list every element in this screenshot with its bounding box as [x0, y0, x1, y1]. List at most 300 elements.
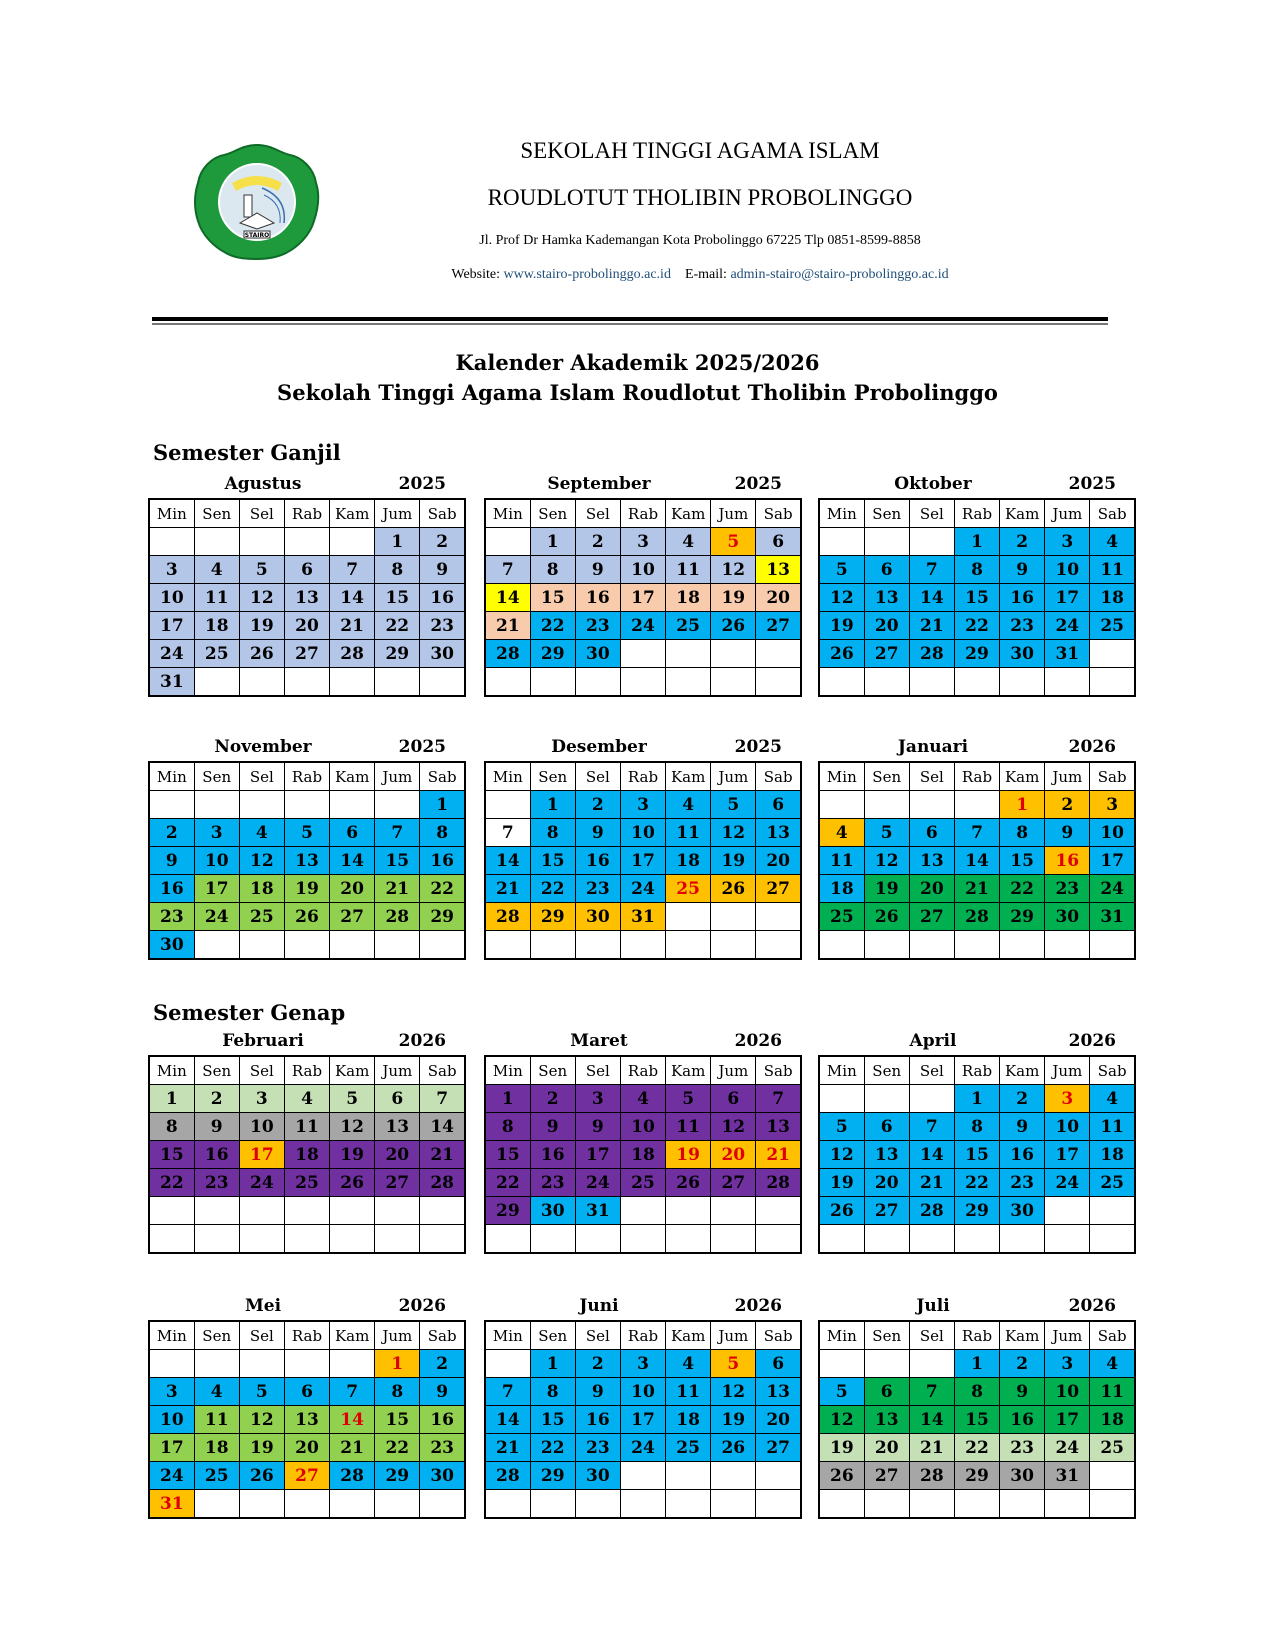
- day-cell: 4: [194, 556, 239, 584]
- day-cell: 4: [819, 819, 864, 847]
- day-cell: 25: [666, 612, 711, 640]
- day-cell: 30: [1000, 1197, 1045, 1225]
- weekday-header: Sel: [909, 762, 954, 791]
- website-label: Website:: [451, 267, 500, 282]
- day-cell: 14: [330, 847, 375, 875]
- day-cell: 20: [756, 847, 801, 875]
- month-year: 2025: [398, 474, 446, 494]
- empty-day-cell: [1090, 640, 1135, 668]
- empty-day-cell: [756, 1225, 801, 1254]
- day-cell: 3: [620, 791, 665, 819]
- day-cell: 15: [954, 1406, 999, 1434]
- empty-day-cell: [284, 1225, 329, 1254]
- empty-day-cell: [284, 931, 329, 960]
- day-cell: 25: [284, 1169, 329, 1197]
- day-cell: 23: [194, 1169, 239, 1197]
- month-name: Agustus: [224, 474, 302, 494]
- day-cell: 30: [420, 1462, 465, 1490]
- month-year: 2026: [1068, 1296, 1116, 1316]
- week-row: [485, 1197, 801, 1225]
- day-cell: 1: [954, 1085, 999, 1113]
- day-cell: 20: [864, 1169, 909, 1197]
- weekday-header: Rab: [284, 1321, 329, 1350]
- week-row: [819, 931, 1135, 960]
- day-cell: 18: [1090, 584, 1135, 612]
- empty-day-cell: [756, 903, 801, 931]
- day-cell: 21: [909, 1169, 954, 1197]
- day-cell: 25: [194, 1462, 239, 1490]
- day-cell: 22: [420, 875, 465, 903]
- day-cell: 18: [666, 1406, 711, 1434]
- month-calendar-juni: [484, 1294, 802, 1519]
- day-cell: 30: [575, 1462, 620, 1490]
- day-cell: 21: [909, 1434, 954, 1462]
- day-cell: 6: [284, 1378, 329, 1406]
- weekday-header: Sen: [864, 499, 909, 528]
- empty-day-cell: [194, 1350, 239, 1378]
- weekday-header: Sab: [756, 499, 801, 528]
- weekday-header: Jum: [375, 1056, 420, 1085]
- weekday-header: Sab: [420, 1321, 465, 1350]
- week-row: [485, 584, 801, 612]
- week-row: [149, 1197, 465, 1225]
- weekday-header: Rab: [954, 1056, 999, 1085]
- day-cell: 16: [1000, 584, 1045, 612]
- day-cell: 29: [1000, 903, 1045, 931]
- day-cell: 29: [530, 640, 575, 668]
- day-cell: 15: [1000, 847, 1045, 875]
- day-cell: 13: [756, 819, 801, 847]
- day-cell: 10: [620, 1378, 665, 1406]
- empty-day-cell: [711, 1197, 756, 1225]
- day-cell: 12: [239, 1406, 284, 1434]
- day-cell: 27: [756, 875, 801, 903]
- day-cell: 28: [420, 1169, 465, 1197]
- week-row: [819, 1169, 1135, 1197]
- month-name: Mei: [244, 1296, 282, 1316]
- week-row: [149, 1113, 465, 1141]
- day-cell: 4: [194, 1378, 239, 1406]
- weekday-header-row: [485, 762, 801, 791]
- day-cell: 27: [711, 1169, 756, 1197]
- day-cell: 12: [711, 1113, 756, 1141]
- week-row: [149, 1350, 465, 1378]
- empty-day-cell: [284, 1197, 329, 1225]
- week-row: [819, 1141, 1135, 1169]
- day-cell: 7: [330, 1378, 375, 1406]
- empty-day-cell: [666, 1197, 711, 1225]
- day-cell: 5: [284, 819, 329, 847]
- day-cell: 9: [420, 556, 465, 584]
- empty-day-cell: [485, 528, 530, 556]
- day-cell: 13: [375, 1113, 420, 1141]
- week-row: [485, 528, 801, 556]
- day-cell: 2: [149, 819, 194, 847]
- day-cell: 3: [1045, 528, 1090, 556]
- week-row: [149, 875, 465, 903]
- day-cell: 21: [330, 1434, 375, 1462]
- weekday-header: Kam: [1000, 1056, 1045, 1085]
- day-cell: 26: [239, 1462, 284, 1490]
- day-cell: 21: [756, 1141, 801, 1169]
- day-cell: 23: [1000, 1434, 1045, 1462]
- month-header: [484, 472, 802, 498]
- weekday-header: Rab: [284, 499, 329, 528]
- week-row: [149, 847, 465, 875]
- day-cell: 2: [420, 528, 465, 556]
- weekday-header: Jum: [1045, 1321, 1090, 1350]
- empty-day-cell: [530, 931, 575, 960]
- day-cell: 22: [485, 1169, 530, 1197]
- empty-day-cell: [756, 640, 801, 668]
- weekday-header: Rab: [620, 762, 665, 791]
- day-cell: 15: [954, 584, 999, 612]
- week-row: [819, 584, 1135, 612]
- day-cell: 5: [239, 1378, 284, 1406]
- day-cell: 8: [530, 556, 575, 584]
- empty-day-cell: [284, 1350, 329, 1378]
- day-cell: 14: [330, 1406, 375, 1434]
- day-cell: 22: [530, 875, 575, 903]
- email-link[interactable]: admin-stairo@stairo-probolinggo.ac.id: [730, 267, 949, 282]
- week-row: [485, 1113, 801, 1141]
- empty-day-cell: [756, 1197, 801, 1225]
- week-row: [819, 1434, 1135, 1462]
- empty-day-cell: [239, 1197, 284, 1225]
- week-row: [485, 819, 801, 847]
- empty-day-cell: [819, 528, 864, 556]
- weekday-header: Sen: [194, 1321, 239, 1350]
- empty-day-cell: [330, 791, 375, 819]
- day-cell: 11: [1090, 1113, 1135, 1141]
- empty-day-cell: [620, 1225, 665, 1254]
- weekday-header: Min: [485, 762, 530, 791]
- empty-day-cell: [819, 668, 864, 697]
- day-cell: 18: [666, 584, 711, 612]
- weekday-header: Min: [485, 1321, 530, 1350]
- day-cell: 17: [1045, 1406, 1090, 1434]
- day-cell: 25: [194, 640, 239, 668]
- weekday-header: Kam: [666, 1056, 711, 1085]
- week-row: [149, 528, 465, 556]
- empty-day-cell: [1045, 931, 1090, 960]
- day-cell: 17: [239, 1141, 284, 1169]
- weekday-header: Sab: [420, 499, 465, 528]
- day-cell: 24: [149, 640, 194, 668]
- day-cell: 25: [620, 1169, 665, 1197]
- weekday-header: Rab: [620, 1321, 665, 1350]
- day-cell: 17: [194, 875, 239, 903]
- day-cell: 9: [575, 1378, 620, 1406]
- day-cell: 15: [954, 1141, 999, 1169]
- empty-day-cell: [711, 640, 756, 668]
- day-cell: 13: [756, 1378, 801, 1406]
- week-row: [485, 556, 801, 584]
- day-cell: 16: [530, 1141, 575, 1169]
- weekday-header: Sel: [239, 1056, 284, 1085]
- weekday-header: Sab: [1090, 499, 1135, 528]
- day-cell: 31: [149, 668, 194, 697]
- day-cell: 26: [711, 875, 756, 903]
- empty-day-cell: [420, 1490, 465, 1519]
- day-cell: 5: [666, 1085, 711, 1113]
- email-label: E-mail:: [684, 267, 727, 282]
- day-cell: 4: [666, 1350, 711, 1378]
- weekday-header: Sen: [194, 1056, 239, 1085]
- weekday-header: Jum: [711, 1056, 756, 1085]
- day-cell: 24: [620, 612, 665, 640]
- day-cell: 12: [239, 584, 284, 612]
- empty-day-cell: [711, 931, 756, 960]
- day-cell: 3: [620, 1350, 665, 1378]
- day-cell: 8: [1000, 819, 1045, 847]
- weekday-header: Min: [485, 1056, 530, 1085]
- empty-day-cell: [284, 528, 329, 556]
- week-row: [485, 1350, 801, 1378]
- day-cell: 18: [284, 1141, 329, 1169]
- empty-day-cell: [1045, 1490, 1090, 1519]
- empty-day-cell: [194, 528, 239, 556]
- day-cell: 22: [954, 1434, 999, 1462]
- day-cell: 22: [1000, 875, 1045, 903]
- weekday-header: Jum: [711, 762, 756, 791]
- empty-day-cell: [149, 1350, 194, 1378]
- month-header: [148, 735, 466, 761]
- day-cell: 31: [575, 1197, 620, 1225]
- weekday-header: Sen: [194, 762, 239, 791]
- day-cell: 9: [1045, 819, 1090, 847]
- day-cell: 17: [620, 847, 665, 875]
- empty-day-cell: [1000, 668, 1045, 697]
- day-cell: 3: [149, 1378, 194, 1406]
- day-cell: 22: [530, 1434, 575, 1462]
- empty-day-cell: [864, 791, 909, 819]
- week-row: [819, 819, 1135, 847]
- weekday-header: Sel: [575, 1056, 620, 1085]
- weekday-header: Rab: [284, 762, 329, 791]
- empty-day-cell: [909, 528, 954, 556]
- day-cell: 9: [149, 847, 194, 875]
- day-cell: 1: [530, 791, 575, 819]
- day-cell: 20: [284, 1434, 329, 1462]
- week-row: [149, 640, 465, 668]
- day-cell: 20: [909, 875, 954, 903]
- day-cell: 15: [149, 1141, 194, 1169]
- day-cell: 31: [1090, 903, 1135, 931]
- empty-day-cell: [666, 903, 711, 931]
- weekday-header: Sab: [756, 1056, 801, 1085]
- month-table: [148, 1320, 466, 1519]
- weekday-header-row: [485, 1321, 801, 1350]
- day-cell: 19: [239, 612, 284, 640]
- empty-day-cell: [711, 903, 756, 931]
- week-row: [819, 1225, 1135, 1254]
- day-cell: 21: [420, 1141, 465, 1169]
- empty-day-cell: [284, 668, 329, 697]
- day-cell: 12: [819, 1406, 864, 1434]
- day-cell: 17: [149, 612, 194, 640]
- day-cell: 9: [575, 1113, 620, 1141]
- day-cell: 23: [530, 1169, 575, 1197]
- week-row: [819, 612, 1135, 640]
- week-row: [485, 1434, 801, 1462]
- day-cell: 11: [819, 847, 864, 875]
- month-header: [818, 1294, 1136, 1320]
- weekday-header: Kam: [666, 1321, 711, 1350]
- empty-day-cell: [864, 668, 909, 697]
- day-cell: 11: [666, 556, 711, 584]
- day-cell: 29: [954, 640, 999, 668]
- weekday-header: Sel: [239, 762, 284, 791]
- weekday-header: Kam: [1000, 499, 1045, 528]
- weekday-header: Min: [819, 499, 864, 528]
- day-cell: 10: [194, 847, 239, 875]
- week-row: [485, 1378, 801, 1406]
- day-cell: 29: [375, 640, 420, 668]
- weekday-header: Jum: [1045, 499, 1090, 528]
- day-cell: 19: [239, 1434, 284, 1462]
- page-subtitle: Sekolah Tinggi Agama Islam Roudlotut Tholibin Probolinggo: [277, 380, 998, 405]
- day-cell: 28: [375, 903, 420, 931]
- day-cell: 15: [485, 1141, 530, 1169]
- day-cell: 10: [620, 556, 665, 584]
- empty-day-cell: [239, 668, 284, 697]
- week-row: [149, 1225, 465, 1254]
- weekday-header: Sen: [194, 499, 239, 528]
- day-cell: 24: [1090, 875, 1135, 903]
- weekday-header: Sel: [909, 1321, 954, 1350]
- week-row: [485, 1406, 801, 1434]
- month-calendar-februari: [148, 1029, 466, 1254]
- day-cell: 23: [1000, 1169, 1045, 1197]
- month-calendar-september: [484, 472, 802, 697]
- month-header: [484, 1294, 802, 1320]
- month-header: [148, 472, 466, 498]
- day-cell: 8: [954, 1378, 999, 1406]
- month-year: 2026: [734, 1296, 782, 1316]
- day-cell: 9: [1000, 1378, 1045, 1406]
- page-title: Kalender Akademik 2025/2026: [455, 350, 820, 375]
- day-cell: 19: [819, 1169, 864, 1197]
- day-cell: 30: [1000, 1462, 1045, 1490]
- day-cell: 15: [530, 847, 575, 875]
- empty-day-cell: [666, 1225, 711, 1254]
- day-cell: 18: [239, 875, 284, 903]
- day-cell: 27: [864, 1197, 909, 1225]
- empty-day-cell: [149, 1225, 194, 1254]
- week-row: [149, 903, 465, 931]
- empty-day-cell: [1000, 1490, 1045, 1519]
- empty-day-cell: [711, 1225, 756, 1254]
- month-table: [484, 498, 802, 697]
- weekday-header: Jum: [1045, 762, 1090, 791]
- week-row: [149, 1169, 465, 1197]
- empty-day-cell: [1090, 1197, 1135, 1225]
- empty-day-cell: [864, 1350, 909, 1378]
- day-cell: 14: [485, 847, 530, 875]
- weekday-header: Kam: [666, 499, 711, 528]
- day-cell: 15: [530, 584, 575, 612]
- empty-day-cell: [819, 931, 864, 960]
- weekday-header-row: [149, 762, 465, 791]
- day-cell: 6: [756, 1350, 801, 1378]
- day-cell: 19: [330, 1141, 375, 1169]
- semester-ganjil-heading: Semester Ganjil: [153, 440, 341, 465]
- month-year: 2026: [734, 1031, 782, 1051]
- header-divider-thick: [152, 317, 1108, 321]
- empty-day-cell: [330, 1350, 375, 1378]
- month-calendar-mei: [148, 1294, 466, 1519]
- day-cell: 10: [1045, 556, 1090, 584]
- day-cell: 10: [620, 1113, 665, 1141]
- day-cell: 11: [1090, 556, 1135, 584]
- day-cell: 29: [530, 1462, 575, 1490]
- day-cell: 1: [954, 528, 999, 556]
- day-cell: 16: [420, 847, 465, 875]
- day-cell: 11: [284, 1113, 329, 1141]
- day-cell: 16: [420, 584, 465, 612]
- weekday-header: Rab: [954, 1321, 999, 1350]
- week-row: [819, 528, 1135, 556]
- day-cell: 1: [530, 1350, 575, 1378]
- weekday-header: Jum: [375, 762, 420, 791]
- day-cell: 5: [711, 791, 756, 819]
- website-link[interactable]: www.stairo-probolinggo.ac.id: [503, 267, 671, 282]
- day-cell: 29: [420, 903, 465, 931]
- day-cell: 6: [375, 1085, 420, 1113]
- day-cell: 21: [485, 1434, 530, 1462]
- week-row: [819, 1378, 1135, 1406]
- day-cell: 30: [575, 640, 620, 668]
- empty-day-cell: [620, 1490, 665, 1519]
- weekday-header: Sel: [575, 499, 620, 528]
- empty-day-cell: [620, 668, 665, 697]
- day-cell: 14: [485, 1406, 530, 1434]
- empty-day-cell: [711, 668, 756, 697]
- day-cell: 24: [620, 875, 665, 903]
- day-cell: 26: [819, 1462, 864, 1490]
- week-row: [149, 791, 465, 819]
- day-cell: 14: [954, 847, 999, 875]
- week-row: [819, 847, 1135, 875]
- day-cell: 23: [1045, 875, 1090, 903]
- day-cell: 23: [420, 1434, 465, 1462]
- day-cell: 13: [909, 847, 954, 875]
- day-cell: 11: [1090, 1378, 1135, 1406]
- weekday-header: Min: [819, 1056, 864, 1085]
- day-cell: 13: [756, 556, 801, 584]
- institution-name-line1: SEKOLAH TINGGI AGAMA ISLAM: [520, 138, 880, 163]
- day-cell: 18: [1090, 1141, 1135, 1169]
- weekday-header: Sab: [420, 1056, 465, 1085]
- day-cell: 2: [530, 1085, 575, 1113]
- day-cell: 2: [1045, 791, 1090, 819]
- day-cell: 27: [284, 1462, 329, 1490]
- week-row: [485, 791, 801, 819]
- day-cell: 23: [575, 1434, 620, 1462]
- day-cell: 30: [530, 1197, 575, 1225]
- day-cell: 3: [149, 556, 194, 584]
- month-year: 2026: [398, 1031, 446, 1051]
- day-cell: 8: [375, 1378, 420, 1406]
- month-year: 2026: [1068, 1031, 1116, 1051]
- week-row: [819, 875, 1135, 903]
- empty-day-cell: [330, 528, 375, 556]
- weekday-header-row: [149, 1056, 465, 1085]
- week-row: [819, 668, 1135, 697]
- day-cell: 25: [666, 875, 711, 903]
- day-cell: 12: [711, 556, 756, 584]
